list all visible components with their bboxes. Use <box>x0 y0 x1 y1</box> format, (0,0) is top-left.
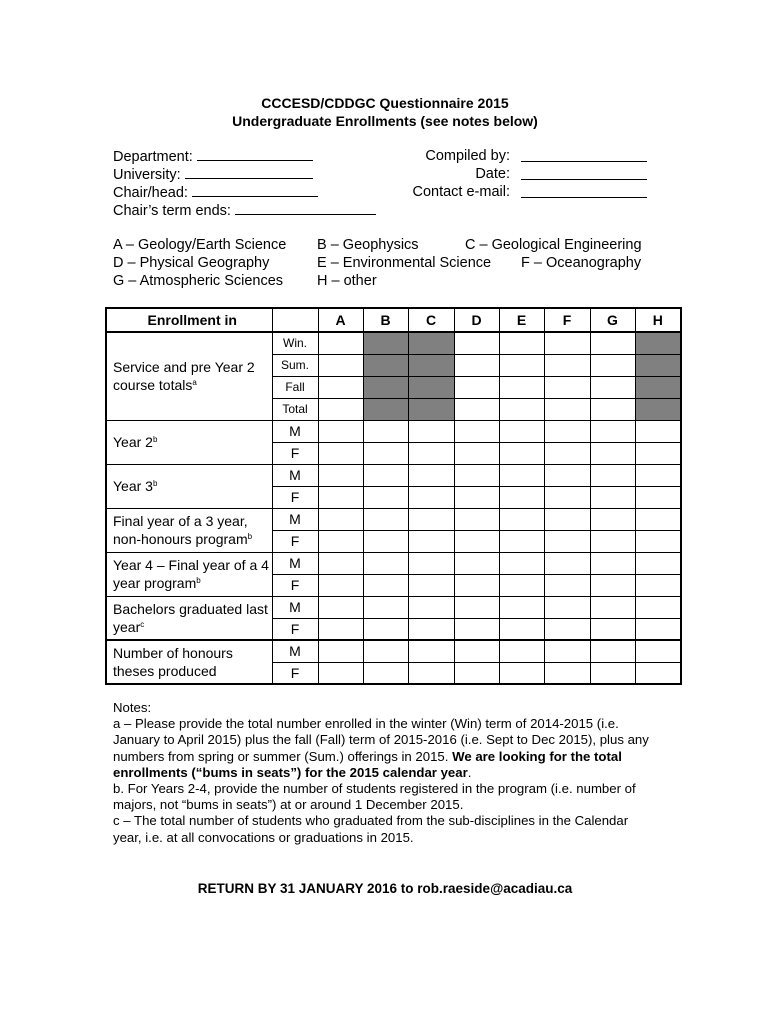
entry-cell-h[interactable] <box>635 662 681 684</box>
col-header-h: H <box>635 308 681 332</box>
entry-cell-b <box>363 354 408 376</box>
row-group-label <box>106 332 272 420</box>
entry-cell-b[interactable] <box>363 618 408 640</box>
entry-cell-h[interactable] <box>635 442 681 464</box>
row-group-label-text: Bachelors graduated last year <box>113 600 268 635</box>
row-subcategory: Win. <box>272 332 318 354</box>
university-line[interactable] <box>185 165 313 179</box>
entry-cell-c[interactable] <box>408 596 454 618</box>
entry-cell-a[interactable] <box>318 618 363 640</box>
entry-cell-a[interactable] <box>318 574 363 596</box>
compiled-by-label: Compiled by: <box>425 148 510 164</box>
entry-cell-d[interactable] <box>454 464 499 486</box>
entry-cell-g[interactable] <box>590 486 635 508</box>
entry-cell-h[interactable] <box>635 618 681 640</box>
term-ends-field[interactable] <box>113 201 376 220</box>
row-group-label <box>106 464 272 508</box>
entry-cell-g[interactable] <box>590 376 635 398</box>
return-instructions: RETURN BY 31 JANUARY 2016 to rob.raeside@acadiau.ca <box>197 881 573 896</box>
entry-cell-e[interactable] <box>499 442 544 464</box>
entry-cell-c[interactable] <box>408 618 454 640</box>
entry-cell-a[interactable] <box>318 464 363 486</box>
entry-cell-b[interactable] <box>363 662 408 684</box>
footnote-marker: a <box>192 378 197 388</box>
entry-cell-e[interactable] <box>499 596 544 618</box>
entry-cell-f[interactable] <box>544 596 590 618</box>
entry-cell-g[interactable] <box>590 464 635 486</box>
entry-cell-a[interactable] <box>318 640 363 662</box>
entry-cell-d[interactable] <box>454 332 499 354</box>
entry-cell-b[interactable] <box>363 420 408 442</box>
footnote-marker: b <box>247 532 253 541</box>
entry-cell-g[interactable] <box>590 530 635 552</box>
department-line[interactable] <box>197 147 313 161</box>
discipline-h: H – other <box>317 273 377 289</box>
entry-cell-f[interactable] <box>544 640 590 662</box>
university-field[interactable] <box>113 165 313 184</box>
enrollment-in-header: Enrollment in <box>106 308 272 332</box>
entry-cell-h[interactable] <box>635 640 681 662</box>
entry-cell-g[interactable] <box>590 574 635 596</box>
entry-cell-b[interactable] <box>363 596 408 618</box>
entry-cell-f[interactable] <box>544 420 590 442</box>
entry-cell-d[interactable] <box>454 552 499 574</box>
entry-cell-b[interactable] <box>363 486 408 508</box>
entry-cell-h[interactable] <box>635 486 681 508</box>
entry-cell-h <box>635 354 681 376</box>
entry-cell-d[interactable] <box>454 398 499 420</box>
table-row <box>106 332 681 354</box>
entry-cell-d[interactable] <box>454 530 499 552</box>
entry-cell-c <box>408 354 454 376</box>
entry-cell-c <box>408 332 454 354</box>
row-group-label <box>106 420 272 464</box>
university-label: University: <box>113 167 181 183</box>
department-field[interactable] <box>113 147 313 166</box>
row-group-label-text: Year 4 – Final year of a 4 year program <box>113 557 269 591</box>
row-subcategory: F <box>272 618 318 640</box>
entry-cell-g[interactable] <box>590 552 635 574</box>
entry-cell-f[interactable] <box>544 464 590 486</box>
entry-cell-f[interactable] <box>544 442 590 464</box>
entry-cell-b[interactable] <box>363 442 408 464</box>
entry-cell-e[interactable] <box>499 376 544 398</box>
discipline-c: C – Geological Engineering <box>465 237 642 253</box>
discipline-d: D – Physical Geography <box>113 255 270 271</box>
entry-cell-f[interactable] <box>544 508 590 530</box>
entry-cell-e[interactable] <box>499 640 544 662</box>
footnote-marker: c <box>140 619 145 629</box>
entry-cell-d[interactable] <box>454 618 499 640</box>
entry-cell-g[interactable] <box>590 442 635 464</box>
entry-cell-h[interactable] <box>635 530 681 552</box>
col-header-a: A <box>318 308 363 332</box>
row-subcategory: M <box>272 464 318 486</box>
entry-cell-a[interactable] <box>318 508 363 530</box>
entry-cell-e[interactable] <box>499 486 544 508</box>
entry-cell-b <box>363 398 408 420</box>
entry-cell-c[interactable] <box>408 464 454 486</box>
contact-email-label: Contact e-mail: <box>412 184 510 200</box>
entry-cell-a[interactable] <box>318 530 363 552</box>
discipline-e: E – Environmental Science <box>317 255 492 271</box>
entry-cell-g[interactable] <box>590 398 635 420</box>
col-header-e: E <box>499 308 544 332</box>
row-subcategory: M <box>272 640 318 662</box>
entry-cell-g[interactable] <box>590 596 635 618</box>
entry-cell-h[interactable] <box>635 596 681 618</box>
entry-cell-a[interactable] <box>318 398 363 420</box>
discipline-a: A – Geology/Earth Science <box>113 237 287 253</box>
footnote-marker: b <box>196 576 201 585</box>
entry-cell-b[interactable] <box>363 640 408 662</box>
subcategory-header <box>272 308 318 332</box>
entry-cell-a[interactable] <box>318 376 363 398</box>
row-subcategory: F <box>272 574 318 596</box>
entry-cell-c <box>408 398 454 420</box>
date-line[interactable] <box>521 179 647 180</box>
entry-cell-e[interactable] <box>499 332 544 354</box>
row-subcategory: Fall <box>272 376 318 398</box>
notes-heading: Notes: <box>113 700 152 715</box>
entry-cell-g[interactable] <box>590 354 635 376</box>
table-row <box>106 640 681 662</box>
entry-cell-f[interactable] <box>544 574 590 596</box>
entry-cell-g[interactable] <box>590 508 635 530</box>
entry-cell-h <box>635 332 681 354</box>
row-subcategory: Sum. <box>272 354 318 376</box>
row-subcategory: M <box>272 420 318 442</box>
col-header-b: B <box>363 308 408 332</box>
entry-cell-c[interactable] <box>408 486 454 508</box>
entry-cell-c[interactable] <box>408 662 454 684</box>
entry-cell-b[interactable] <box>363 574 408 596</box>
discipline-f: F – Oceanography <box>521 255 642 271</box>
entry-cell-e[interactable] <box>499 354 544 376</box>
row-group-label-text: Final year of a 3 year, non-honours program <box>113 513 248 547</box>
row-subcategory: Total <box>272 398 318 420</box>
table-row <box>106 420 681 442</box>
entry-cell-f[interactable] <box>544 332 590 354</box>
row-group-label-text: Number of honours theses produced <box>113 645 233 679</box>
entry-cell-e[interactable] <box>499 398 544 420</box>
col-header-d: D <box>454 308 499 332</box>
note-a-text: a – Please provide the total number enrolled in the winter (Win) term of 2014-2015 (i.e. January to April 2015) plus the fall (Fall) term of 2015-2016 (i.e. Sept to Dec 2015), plus any numbers from spring or summer (Sum.) offerings in 2015. <box>113 716 649 764</box>
entry-cell-f[interactable] <box>544 618 590 640</box>
entry-cell-b[interactable] <box>363 552 408 574</box>
footnote-marker: b <box>152 435 158 444</box>
entry-cell-h[interactable] <box>635 552 681 574</box>
entry-cell-h <box>635 398 681 420</box>
entry-cell-h[interactable] <box>635 420 681 442</box>
entry-cell-g[interactable] <box>590 332 635 354</box>
table-row <box>106 464 681 486</box>
col-header-g: G <box>590 308 635 332</box>
entry-cell-a[interactable] <box>318 596 363 618</box>
enrollment-table <box>105 307 682 685</box>
entry-cell-b[interactable] <box>363 464 408 486</box>
row-subcategory: M <box>272 596 318 618</box>
note-c: c – The total number of students who graduated from the sub-disciplines in the Calendar year, i.e. at all convocations or graduations in 2015. <box>113 813 629 845</box>
row-group-label-text: Year 2 <box>113 434 153 450</box>
entry-cell-d[interactable] <box>454 442 499 464</box>
entry-cell-b <box>363 332 408 354</box>
department-label: Department: <box>113 149 193 165</box>
entry-cell-d[interactable] <box>454 574 499 596</box>
entry-cell-f[interactable] <box>544 662 590 684</box>
entry-cell-a[interactable] <box>318 332 363 354</box>
entry-cell-f[interactable] <box>544 486 590 508</box>
entry-cell-g[interactable] <box>590 640 635 662</box>
entry-cell-e[interactable] <box>499 618 544 640</box>
row-subcategory: M <box>272 552 318 574</box>
entry-cell-c[interactable] <box>408 530 454 552</box>
row-subcategory: F <box>272 662 318 684</box>
note-a-end: . <box>467 764 472 780</box>
note-b: b. For Years 2-4, provide the number of students registered in the program (i.e. number of majors, not “bums in seats”) at or around 1 December 2015. <box>113 781 636 813</box>
table-row <box>106 508 681 530</box>
note-a <box>113 716 658 781</box>
chair-label: Chair/head: <box>113 185 188 201</box>
entry-cell-a[interactable] <box>318 442 363 464</box>
row-subcategory: M <box>272 508 318 530</box>
compiled-by-line[interactable] <box>521 161 647 162</box>
entry-cell-c <box>408 376 454 398</box>
row-group-label-text: Service and pre Year 2 course totals <box>113 359 255 394</box>
entry-cell-d[interactable] <box>454 508 499 530</box>
discipline-b: B – Geophysics <box>317 237 419 253</box>
entry-cell-b[interactable] <box>363 508 408 530</box>
row-subcategory: F <box>272 486 318 508</box>
date-label: Date: <box>475 166 510 182</box>
entry-cell-a[interactable] <box>318 354 363 376</box>
entry-cell-h[interactable] <box>635 464 681 486</box>
entry-cell-c[interactable] <box>408 420 454 442</box>
entry-cell-e[interactable] <box>499 662 544 684</box>
entry-cell-e[interactable] <box>499 508 544 530</box>
row-group-label <box>106 640 272 684</box>
entry-cell-d[interactable] <box>454 640 499 662</box>
entry-cell-a[interactable] <box>318 552 363 574</box>
note-a-emphasis: We are looking for the total enrollments (“bums in seats”) for the 2015 calendar year <box>113 748 622 780</box>
chair-field[interactable] <box>113 183 318 202</box>
entry-cell-d[interactable] <box>454 354 499 376</box>
entry-cell-f[interactable] <box>544 376 590 398</box>
entry-cell-e[interactable] <box>499 552 544 574</box>
table-row <box>106 596 681 618</box>
chair-line[interactable] <box>192 183 318 197</box>
entry-cell-d[interactable] <box>454 486 499 508</box>
entry-cell-f[interactable] <box>544 398 590 420</box>
entry-cell-g[interactable] <box>590 662 635 684</box>
row-group-label <box>106 552 272 596</box>
row-subcategory: F <box>272 442 318 464</box>
entry-cell-g[interactable] <box>590 618 635 640</box>
row-group-label-text: Year 3 <box>113 478 153 494</box>
entry-cell-c[interactable] <box>408 552 454 574</box>
term-ends-label: Chair’s term ends: <box>113 203 231 219</box>
entry-cell-e[interactable] <box>499 420 544 442</box>
entry-cell-c[interactable] <box>408 640 454 662</box>
entry-cell-c[interactable] <box>408 574 454 596</box>
row-group-label <box>106 508 272 552</box>
term-ends-line[interactable] <box>235 201 376 215</box>
entry-cell-h[interactable] <box>635 574 681 596</box>
entry-cell-d[interactable] <box>454 420 499 442</box>
table-row <box>106 552 681 574</box>
entry-cell-g[interactable] <box>590 420 635 442</box>
entry-cell-d[interactable] <box>454 596 499 618</box>
row-subcategory: F <box>272 530 318 552</box>
entry-cell-e[interactable] <box>499 530 544 552</box>
entry-cell-b <box>363 376 408 398</box>
col-header-c: C <box>408 308 454 332</box>
page-subtitle: Undergraduate Enrollments (see notes below) <box>232 113 538 129</box>
entry-cell-e[interactable] <box>499 464 544 486</box>
entry-cell-h[interactable] <box>635 508 681 530</box>
entry-cell-d[interactable] <box>454 662 499 684</box>
entry-cell-h <box>635 376 681 398</box>
entry-cell-c[interactable] <box>408 442 454 464</box>
entry-cell-d[interactable] <box>454 376 499 398</box>
col-header-f: F <box>544 308 590 332</box>
table-header-row <box>106 308 681 332</box>
contact-email-line[interactable] <box>521 197 647 198</box>
footnote-marker: b <box>152 479 158 488</box>
entry-cell-a[interactable] <box>318 662 363 684</box>
notes-section <box>113 700 658 846</box>
page-title: CCCESD/CDDGC Questionnaire 2015 <box>261 95 509 111</box>
entry-cell-c[interactable] <box>408 508 454 530</box>
entry-cell-f[interactable] <box>544 530 590 552</box>
entry-cell-a[interactable] <box>318 420 363 442</box>
entry-cell-a[interactable] <box>318 486 363 508</box>
entry-cell-b[interactable] <box>363 530 408 552</box>
discipline-g: G – Atmospheric Sciences <box>113 273 284 289</box>
entry-cell-f[interactable] <box>544 552 590 574</box>
entry-cell-e[interactable] <box>499 574 544 596</box>
entry-cell-f[interactable] <box>544 354 590 376</box>
row-group-label <box>106 596 272 640</box>
